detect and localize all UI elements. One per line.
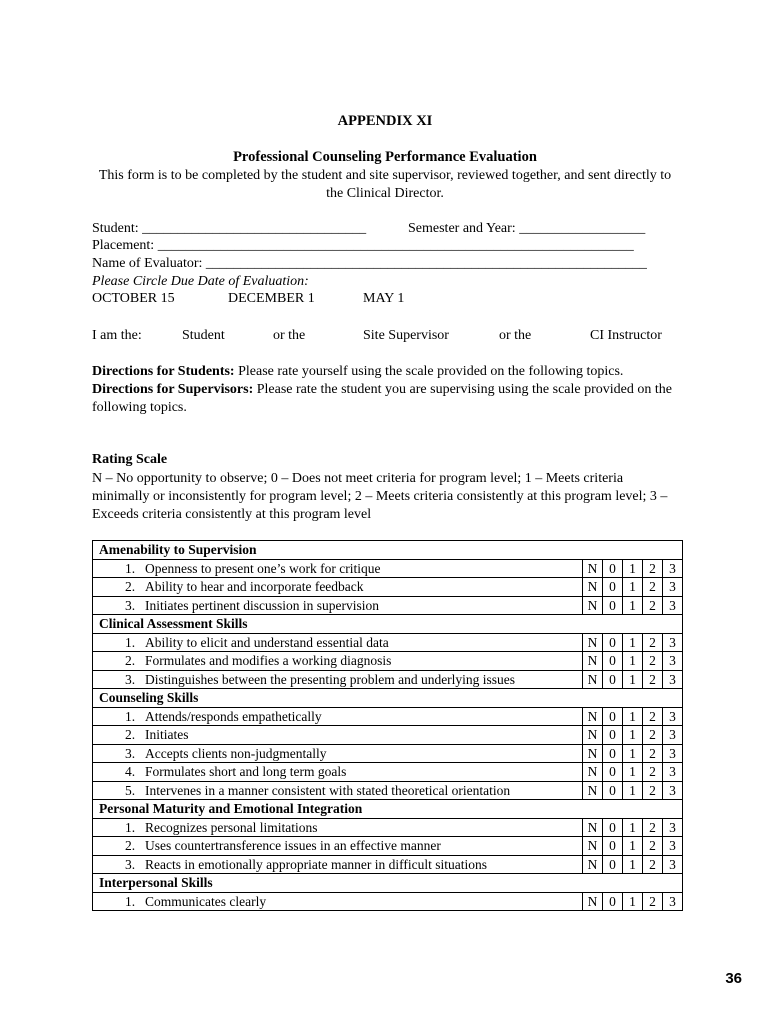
- criterion-text: Ability to elicit and understand essential data: [145, 634, 389, 650]
- rating-option-2[interactable]: 2: [643, 707, 663, 726]
- rating-option-2[interactable]: 2: [643, 559, 663, 578]
- rating-option-N[interactable]: N: [583, 559, 603, 578]
- page-number: 36: [725, 970, 742, 987]
- role-ci-instructor[interactable]: CI Instructor: [590, 328, 662, 343]
- rating-scale-text: N – No opportunity to observe; 0 – Does not meet criteria for program level; 1 – Meets criteria minimally or inconsistently for program level; 2 – Meets criteria consistently at this program level; 3 – Exceeds criteria consistently at this program level: [92, 471, 668, 522]
- rating-option-2[interactable]: 2: [643, 837, 663, 856]
- rating-option-2[interactable]: 2: [643, 633, 663, 652]
- criterion-text: Reacts in emotionally appropriate manner in difficult situations: [145, 856, 488, 872]
- rating-option-3[interactable]: 3: [663, 837, 683, 856]
- criterion-number: 2.: [125, 727, 136, 743]
- criterion-text: Communicates clearly: [145, 893, 267, 909]
- table-row: [93, 652, 683, 671]
- rating-option-0[interactable]: 0: [603, 670, 623, 689]
- rating-option-3[interactable]: 3: [663, 596, 683, 615]
- criterion-cell: [93, 578, 583, 597]
- criterion-cell: [93, 781, 583, 800]
- rating-option-3[interactable]: 3: [663, 633, 683, 652]
- due-date-label: Please Circle Due Date of Evaluation:: [92, 274, 309, 289]
- placement-field[interactable]: Placement: ____________________________________________________________________: [92, 238, 634, 253]
- appendix-heading: APPENDIX XI: [337, 113, 433, 129]
- table-row: [93, 559, 683, 578]
- semester-year-field[interactable]: Semester and Year: __________________: [408, 221, 646, 236]
- criterion-text: Distinguishes between the presenting problem and underlying issues: [145, 671, 516, 687]
- rating-option-1[interactable]: 1: [623, 837, 643, 856]
- rating-option-0[interactable]: 0: [603, 818, 623, 837]
- rating-option-3[interactable]: 3: [663, 763, 683, 782]
- rating-option-1[interactable]: 1: [623, 596, 643, 615]
- rating-option-2[interactable]: 2: [643, 855, 663, 874]
- rating-option-3[interactable]: 3: [663, 781, 683, 800]
- section-row: [93, 800, 683, 819]
- table-row: [93, 726, 683, 745]
- role-or-text: or the: [273, 328, 306, 343]
- rating-option-0[interactable]: 0: [603, 633, 623, 652]
- criterion-number: 2.: [125, 653, 136, 669]
- table-row: [93, 763, 683, 782]
- criterion-text: Ability to hear and incorporate feedback: [145, 579, 364, 595]
- section-title: Personal Maturity and Emotional Integration: [93, 800, 683, 819]
- rating-option-N[interactable]: N: [583, 596, 603, 615]
- criterion-number: 1.: [125, 893, 136, 909]
- section-title: Amenability to Supervision: [93, 541, 683, 560]
- rating-option-3[interactable]: 3: [663, 726, 683, 745]
- rating-option-0[interactable]: 0: [603, 837, 623, 856]
- criterion-cell: [93, 633, 583, 652]
- rating-option-N[interactable]: N: [583, 892, 603, 911]
- section-row: [93, 541, 683, 560]
- rating-option-1[interactable]: 1: [623, 763, 643, 782]
- criterion-text: Attends/responds empathetically: [145, 708, 322, 724]
- rating-option-N[interactable]: N: [583, 707, 603, 726]
- rating-option-0[interactable]: 0: [603, 763, 623, 782]
- due-date-october[interactable]: OCTOBER 15: [92, 291, 175, 306]
- rating-option-3[interactable]: 3: [663, 559, 683, 578]
- table-row: [93, 633, 683, 652]
- criterion-number: 2.: [125, 579, 136, 595]
- rating-option-N[interactable]: N: [583, 670, 603, 689]
- rating-option-N[interactable]: N: [583, 763, 603, 782]
- directions-students: [92, 363, 692, 381]
- rating-option-3[interactable]: 3: [663, 892, 683, 911]
- table-row: [93, 837, 683, 856]
- rating-option-0[interactable]: 0: [603, 596, 623, 615]
- criterion-number: 3.: [125, 856, 136, 872]
- rating-option-2[interactable]: 2: [643, 763, 663, 782]
- role-label: I am the:: [92, 328, 142, 343]
- rating-option-2[interactable]: 2: [643, 744, 663, 763]
- rating-option-0[interactable]: 0: [603, 892, 623, 911]
- section-row: [93, 615, 683, 634]
- directions-students-label: Directions for Students:: [92, 364, 235, 379]
- table-row: [93, 781, 683, 800]
- rating-option-1[interactable]: 1: [623, 892, 643, 911]
- rating-option-3[interactable]: 3: [663, 707, 683, 726]
- rating-option-1[interactable]: 1: [623, 744, 643, 763]
- rating-option-0[interactable]: 0: [603, 652, 623, 671]
- rating-option-2[interactable]: 2: [643, 670, 663, 689]
- criterion-cell: [93, 559, 583, 578]
- table-row: [93, 670, 683, 689]
- criterion-number: 1.: [125, 819, 136, 835]
- rating-option-0[interactable]: 0: [603, 578, 623, 597]
- criterion-cell: [93, 837, 583, 856]
- rating-scale-title: Rating Scale: [92, 452, 168, 467]
- criterion-text: Intervenes in a manner consistent with stated theoretical orientation: [145, 782, 511, 798]
- rating-option-N[interactable]: N: [583, 578, 603, 597]
- table-row: [93, 855, 683, 874]
- rating-option-0[interactable]: 0: [603, 855, 623, 874]
- criterion-cell: [93, 892, 583, 911]
- rating-option-N[interactable]: N: [583, 652, 603, 671]
- table-row: [93, 707, 683, 726]
- form-title: Professional Counseling Performance Evaluation: [233, 149, 537, 165]
- rating-option-2[interactable]: 2: [643, 892, 663, 911]
- section-title: Counseling Skills: [93, 689, 683, 708]
- form-intro: This form is to be completed by the student and site supervisor, reviewed together, and sent directly to the Clinical Director.: [98, 168, 672, 201]
- directions-students-text: Please rate yourself using the scale provided on the following topics.: [234, 364, 624, 379]
- rating-option-2[interactable]: 2: [643, 578, 663, 597]
- rating-option-N[interactable]: N: [583, 744, 603, 763]
- directions-supervisors-label: Directions for Supervisors:: [92, 382, 254, 397]
- criterion-cell: [93, 707, 583, 726]
- rating-option-N[interactable]: N: [583, 855, 603, 874]
- rating-option-0[interactable]: 0: [603, 559, 623, 578]
- criterion-cell: [93, 855, 583, 874]
- criterion-text: Initiates pertinent discussion in supervision: [145, 597, 379, 613]
- directions-supervisors: [92, 381, 692, 417]
- criterion-number: 3.: [125, 671, 136, 687]
- role-site-supervisor[interactable]: Site Supervisor: [363, 328, 449, 343]
- rating-option-0[interactable]: 0: [603, 744, 623, 763]
- table-row: [93, 892, 683, 911]
- criterion-number: 5.: [125, 782, 136, 798]
- due-date-may[interactable]: MAY 1: [363, 291, 405, 306]
- rating-option-3[interactable]: 3: [663, 818, 683, 837]
- rating-option-3[interactable]: 3: [663, 744, 683, 763]
- criterion-cell: [93, 652, 583, 671]
- rating-option-1[interactable]: 1: [623, 578, 643, 597]
- rating-option-2[interactable]: 2: [643, 818, 663, 837]
- rating-option-1[interactable]: 1: [623, 652, 643, 671]
- criterion-cell: [93, 670, 583, 689]
- rating-option-2[interactable]: 2: [643, 726, 663, 745]
- rating-option-N[interactable]: N: [583, 837, 603, 856]
- rating-option-N[interactable]: N: [583, 633, 603, 652]
- rating-option-0[interactable]: 0: [603, 781, 623, 800]
- criterion-cell: [93, 726, 583, 745]
- due-date-december[interactable]: DECEMBER 1: [228, 291, 315, 306]
- criterion-number: 2.: [125, 838, 136, 854]
- rating-option-1[interactable]: 1: [623, 633, 643, 652]
- rating-option-2[interactable]: 2: [643, 652, 663, 671]
- rating-option-1[interactable]: 1: [623, 781, 643, 800]
- criterion-text: Accepts clients non-judgmentally: [145, 745, 327, 761]
- criterion-number: 1.: [125, 708, 136, 724]
- criterion-text: Uses countertransference issues in an effective manner: [145, 838, 441, 854]
- evaluator-field[interactable]: Name of Evaluator: _______________________________________________________________: [92, 256, 647, 271]
- rating-option-3[interactable]: 3: [663, 652, 683, 671]
- table-row: [93, 578, 683, 597]
- rating-option-N[interactable]: N: [583, 726, 603, 745]
- directions-supervisors-text: Please rate the student you are supervising using the scale provided on the following topics.: [92, 382, 672, 415]
- criterion-number: 3.: [125, 745, 136, 761]
- section-row: [93, 689, 683, 708]
- rating-option-1[interactable]: 1: [623, 855, 643, 874]
- rating-option-1[interactable]: 1: [623, 726, 643, 745]
- criterion-number: 1.: [125, 560, 136, 576]
- rating-option-1[interactable]: 1: [623, 707, 643, 726]
- evaluation-table: [92, 540, 683, 911]
- criterion-number: 1.: [125, 634, 136, 650]
- role-or-text: or the: [499, 328, 532, 343]
- criterion-number: 3.: [125, 597, 136, 613]
- rating-option-1[interactable]: 1: [623, 670, 643, 689]
- criterion-text: Formulates and modifies a working diagnosis: [145, 653, 392, 669]
- rating-option-N[interactable]: N: [583, 781, 603, 800]
- rating-option-3[interactable]: 3: [663, 670, 683, 689]
- criterion-cell: [93, 744, 583, 763]
- rating-option-2[interactable]: 2: [643, 596, 663, 615]
- rating-option-1[interactable]: 1: [623, 818, 643, 837]
- section-title: Interpersonal Skills: [93, 874, 683, 893]
- rating-option-0[interactable]: 0: [603, 707, 623, 726]
- student-field[interactable]: Student: ________________________________: [92, 221, 367, 236]
- rating-option-N[interactable]: N: [583, 818, 603, 837]
- role-student[interactable]: Student: [182, 328, 225, 343]
- criterion-text: Initiates: [145, 727, 189, 743]
- section-row: [93, 874, 683, 893]
- criterion-text: Recognizes personal limitations: [145, 819, 318, 835]
- rating-option-1[interactable]: 1: [623, 559, 643, 578]
- criterion-cell: [93, 763, 583, 782]
- table-row: [93, 596, 683, 615]
- table-row: [93, 818, 683, 837]
- table-row: [93, 744, 683, 763]
- rating-option-0[interactable]: 0: [603, 726, 623, 745]
- criterion-text: Formulates short and long term goals: [145, 764, 347, 780]
- criterion-text: Openness to present one’s work for critique: [145, 560, 381, 576]
- rating-option-3[interactable]: 3: [663, 855, 683, 874]
- rating-option-2[interactable]: 2: [643, 781, 663, 800]
- rating-option-3[interactable]: 3: [663, 578, 683, 597]
- criterion-cell: [93, 818, 583, 837]
- criterion-cell: [93, 596, 583, 615]
- criterion-number: 4.: [125, 764, 136, 780]
- section-title: Clinical Assessment Skills: [93, 615, 683, 634]
